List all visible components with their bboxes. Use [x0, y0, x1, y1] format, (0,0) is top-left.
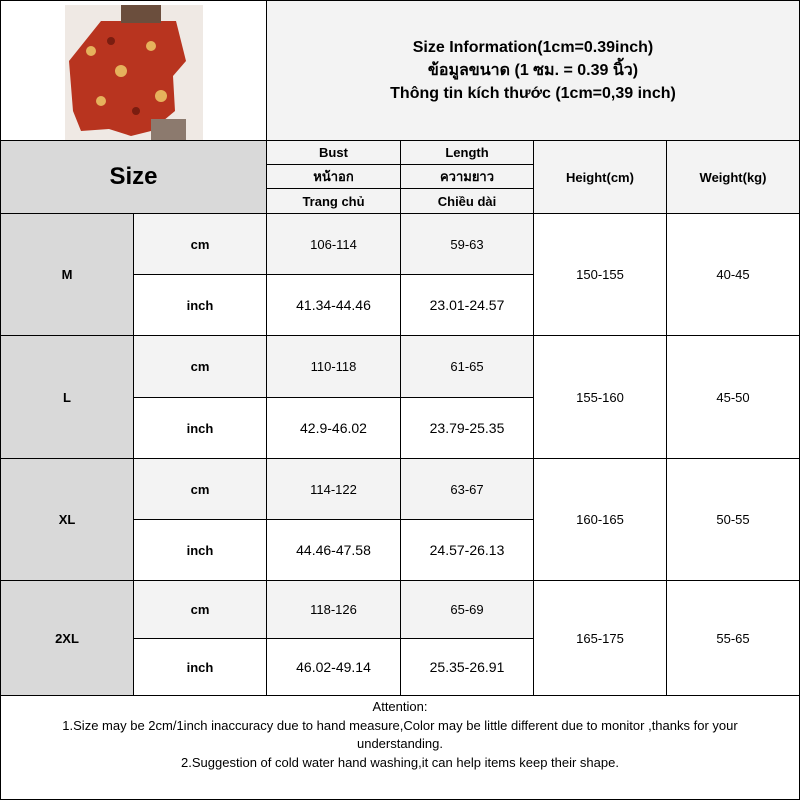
product-photo-icon	[1, 1, 267, 141]
size-info-title	[266, 0, 800, 141]
size-cell-m: M	[0, 213, 134, 336]
weight-m: 40-45	[666, 213, 800, 336]
bust-inch-2xl: 46.02-49.14	[266, 638, 401, 696]
length-header-vi: Chiều dài	[400, 188, 534, 214]
unit-inch: inch	[133, 638, 267, 696]
bust-inch-xl: 44.46-47.58	[266, 519, 401, 581]
length-cm-2xl: 65-69	[400, 580, 534, 639]
product-photo	[0, 0, 267, 141]
unit-cm: cm	[133, 458, 267, 520]
unit-inch: inch	[133, 274, 267, 336]
length-inch-m: 23.01-24.57	[400, 274, 534, 336]
height-m: 150-155	[533, 213, 667, 336]
length-cm-l: 61-65	[400, 335, 534, 398]
weight-l: 45-50	[666, 335, 800, 459]
weight-2xl: 55-65	[666, 580, 800, 696]
bust-header-vi: Trang chủ	[266, 188, 401, 214]
unit-inch: inch	[133, 397, 267, 459]
title-thai: ข้อมูลขนาด (1 ซม. = 0.39 นิ้ว)	[427, 62, 639, 79]
height-xl: 160-165	[533, 458, 667, 581]
attention-notes	[0, 695, 800, 800]
attention-line-1-cont: understanding.	[356, 736, 443, 751]
bust-cm-xl: 114-122	[266, 458, 401, 520]
height-header: Height(cm)	[533, 140, 667, 214]
unit-cm: cm	[133, 335, 267, 398]
bust-header-en: Bust	[266, 140, 401, 165]
length-header-th: ความยาว	[400, 164, 534, 189]
attention-title: Attention:	[372, 699, 428, 714]
unit-cm: cm	[133, 213, 267, 275]
length-inch-xl: 24.57-26.13	[400, 519, 534, 581]
size-cell-2xl: 2XL	[0, 580, 134, 696]
height-l: 155-160	[533, 335, 667, 459]
length-cm-xl: 63-67	[400, 458, 534, 520]
attention-line-1: 1.Size may be 2cm/1inch inaccuracy due to hand measure,Color may be little different due to monitor ,thanks for your	[62, 717, 738, 733]
length-header-en: Length	[400, 140, 534, 165]
bust-inch-m: 41.34-44.46	[266, 274, 401, 336]
bust-cm-l: 110-118	[266, 335, 401, 398]
length-inch-l: 23.79-25.35	[400, 397, 534, 459]
size-cell-l: L	[0, 335, 134, 459]
attention-line-2: 2.Suggestion of cold water hand washing,it can help items keep their shape.	[181, 754, 619, 770]
weight-xl: 50-55	[666, 458, 800, 581]
bust-cm-2xl: 118-126	[266, 580, 401, 639]
size-header: Size	[0, 140, 267, 214]
height-2xl: 165-175	[533, 580, 667, 696]
unit-inch: inch	[133, 519, 267, 581]
bust-header-th: หน้าอก	[266, 164, 401, 189]
bust-inch-l: 42.9-46.02	[266, 397, 401, 459]
length-cm-m: 59-63	[400, 213, 534, 275]
title-vietnamese: Thông tin kích thước (1cm=0,39 inch)	[390, 85, 676, 102]
weight-header: Weight(kg)	[666, 140, 800, 214]
title-english: Size Information(1cm=0.39inch)	[412, 39, 654, 56]
unit-cm: cm	[133, 580, 267, 639]
size-cell-xl: XL	[0, 458, 134, 581]
bust-cm-m: 106-114	[266, 213, 401, 275]
length-inch-2xl: 25.35-26.91	[400, 638, 534, 696]
